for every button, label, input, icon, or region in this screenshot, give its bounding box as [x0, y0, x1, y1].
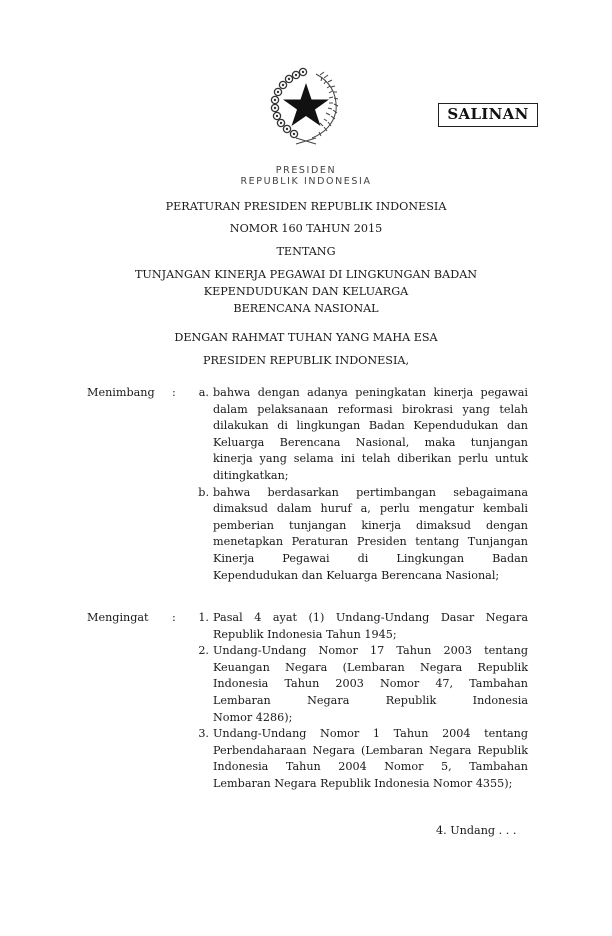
item-text-line: Nomor 4286);	[213, 710, 293, 724]
item-text-line: Lembaran Negara Republik Indonesia	[213, 693, 528, 707]
menimbang-colon: :	[172, 386, 176, 399]
mengingat-item-3	[87, 726, 528, 792]
invocation: DENGAN RAHMAT TUHAN YANG MAHA ESA	[174, 331, 438, 344]
item-text-line: ditingkatkan;	[213, 468, 289, 482]
mengingat-item-1	[87, 610, 528, 643]
item-text-line: dilakukan di lingkungan Badan Kependudukan dan	[213, 419, 528, 433]
item-number: a.	[198, 386, 209, 399]
menimbang-item-a	[87, 385, 528, 485]
menimbang-label: Menimbang	[87, 386, 155, 399]
item-text-line: dimaksud dalam huruf a, perlu mengatur kembali	[213, 502, 528, 516]
item-text-line: Kinerja Pegawai di Lingkungan Badan	[213, 551, 528, 565]
authority-line: PRESIDEN REPUBLIK INDONESIA,	[202, 354, 410, 367]
regulation-number: NOMOR 160 TAHUN 2015	[229, 222, 383, 235]
item-text-line: Keuangan Negara (Lembaran Negara Republik	[213, 660, 528, 674]
mengingat-label: Mengingat	[87, 611, 149, 624]
regulation-subject-line-3: BERENCANA NASIONAL	[233, 302, 379, 315]
item-text-line: Republik Indonesia Tahun 1945;	[213, 627, 397, 641]
mengingat-colon: :	[172, 611, 176, 624]
regulation-title: PERATURAN PRESIDEN REPUBLIK INDONESIA	[165, 200, 447, 213]
item-text-line: Undang-Undang Nomor 17 Tahun 2003 tentang	[213, 644, 528, 658]
item-text-line: dalam pelaksanaan reformasi birokrasi yang telah	[213, 402, 528, 416]
item-number: 2.	[198, 644, 209, 658]
regulation-subject-line-2: KEPENDUDUKAN DAN KELUARGA	[203, 285, 409, 298]
tentang-label: TENTANG	[276, 245, 336, 258]
item-number: 1.	[198, 611, 209, 624]
item-text-line: kinerja yang selama ini telah diberikan perlu untuk	[213, 452, 528, 466]
item-text-line: Indonesia Tahun 2004 Nomor 5, Tambahan	[213, 760, 528, 774]
item-text-line: Lembaran Negara Republik Indonesia Nomor 4355);	[213, 776, 513, 790]
item-text-line: bahwa dengan adanya peningkatan kinerja pegawai	[213, 386, 528, 399]
item-text-line: Kependudukan dan Keluarga Berencana Nasional;	[213, 568, 500, 582]
regulation-subject-line-1: TUNJANGAN KINERJA PEGAWAI DI LINGKUNGAN BADAN	[134, 268, 478, 281]
office-label-republik: REPUBLIK INDONESIA	[240, 176, 372, 187]
mengingat-section	[87, 610, 528, 793]
item-text-line: Perbendaharaan Negara (Lembaran Negara Republik	[213, 743, 528, 757]
item-number: 3.	[198, 727, 209, 741]
office-label-presiden: PRESIDEN	[275, 165, 337, 176]
item-text-line: Indonesia Tahun 2003 Nomor 47, Tambahan	[213, 677, 528, 691]
page-continuation-marker: 4. Undang . . .	[436, 824, 517, 837]
salinan-stamp: SALINAN	[438, 103, 538, 127]
item-text-line: menetapkan Peraturan Presiden tentang Tunjangan	[213, 535, 528, 549]
menimbang-section	[87, 385, 528, 584]
item-number: b.	[198, 485, 209, 499]
item-text-line: bahwa berdasarkan pertimbangan sebagaimana	[213, 485, 528, 499]
item-text-line: Undang-Undang Nomor 1 Tahun 2004 tentang	[213, 727, 528, 741]
menimbang-item-b	[87, 485, 528, 585]
item-text-line: pemberian tunjangan kinerja dimaksud dengan	[213, 518, 528, 532]
mengingat-item-2	[87, 643, 528, 726]
item-text-line: Keluarga Berencana Nasional, maka tunjangan	[213, 435, 528, 449]
garuda-star-emblem-icon	[266, 66, 346, 146]
item-text-line: Pasal 4 ayat (1) Undang-Undang Dasar Negara	[213, 611, 528, 624]
